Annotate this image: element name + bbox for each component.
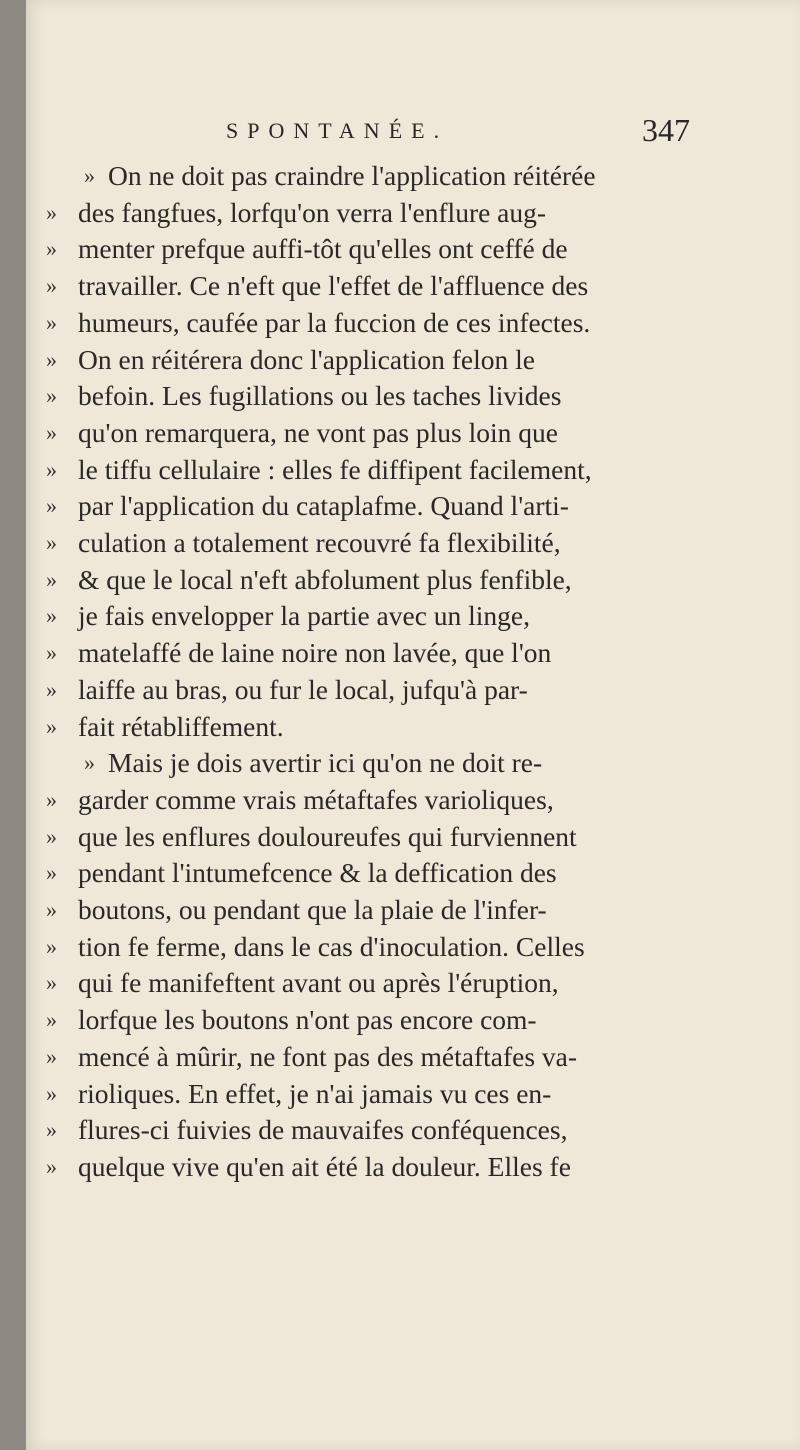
line-text: flures-ci fuivies de mauvaifes conféquences, [78,1114,568,1146]
text-line [26,342,800,378]
guillemet-marker: » [46,786,57,812]
guillemet-marker: » [46,419,57,445]
text-line [26,965,800,1001]
guillemet-marker: » [46,603,57,629]
line-text: lorfque les boutons n'ont pas encore com- [78,1004,537,1036]
text-line [26,598,800,634]
line-text: & que le local n'eft abfolument plus fenfible, [78,563,572,595]
text-line [26,1112,800,1148]
text-line [26,231,800,267]
text-line [26,672,800,708]
guillemet-marker: » [84,163,95,188]
guillemet-marker: » [46,713,57,739]
guillemet-marker: » [46,199,57,225]
line-text: je fais envelopper la partie avec un linge, [78,600,531,632]
text-line [26,1002,800,1038]
running-title: SPONTANÉE. [226,118,449,143]
guillemet-marker: » [46,1007,57,1033]
guillemet-marker: » [46,823,57,849]
book-page [26,0,800,1450]
line-text: mencé à mûrir, ne font pas des métaftafes va- [78,1040,578,1072]
text-line [26,452,800,488]
guillemet-marker: » [46,236,57,262]
line-text: boutons, ou pendant que la plaie de l'infer- [78,894,547,925]
line-text: laiffe au bras, ou fur le local, jufqu'à par- [78,673,528,705]
line-text: quelque vive qu'en ait été la douleur. Elles fe [78,1150,571,1182]
text-line [26,378,800,414]
line-text: que les enflures douloureufes qui furviennent [78,820,577,852]
text-line [26,415,800,451]
guillemet-marker: » [46,860,57,886]
text-line [26,195,800,231]
guillemet-marker: » [46,383,57,409]
text-line [26,525,800,561]
text-line [26,1149,800,1185]
page-header [26,112,800,158]
guillemet-marker: » [46,640,57,666]
text-line [26,782,800,818]
text-line [26,1039,800,1075]
line-text: rioliques. En effet, je n'ai jamais vu ces en- [78,1077,552,1109]
text-line [26,1076,800,1112]
line-text: Mais je dois avertir ici qu'on ne doit re- [108,747,543,779]
page-number: 347 [642,112,690,148]
text-line [26,268,800,304]
guillemet-marker: » [46,1153,57,1179]
line-text: humeurs, caufée par la fuccion de ces infectes. [78,306,591,338]
guillemet-marker: » [46,566,57,592]
guillemet-marker: » [46,933,57,959]
line-text: culation a totalement recouvré fa flexibilité, [78,527,561,558]
guillemet-marker: » [46,676,57,702]
text-line [26,158,800,194]
guillemet-marker: » [46,1080,57,1106]
line-text: garder comme vrais métaftafes varioliques, [78,783,554,815]
guillemet-marker: » [46,493,57,519]
text-line [26,745,800,781]
line-text: tion fe ferme, dans le cas d'inoculation. Celles [78,930,585,962]
guillemet-marker: » [46,309,57,335]
guillemet-marker: » [46,530,57,555]
text-line [26,929,800,965]
guillemet-marker: » [46,456,57,482]
line-text: par l'application du cataplafme. Quand l'arti- [78,490,569,522]
guillemet-marker: » [46,897,57,922]
line-text: pendant l'intumefcence & la deffication des [78,857,557,889]
text-line [26,819,800,855]
guillemet-marker: » [46,346,57,372]
guillemet-marker: » [46,1043,57,1069]
line-text: fait rétabliffement. [78,710,284,742]
line-text: menter prefque auffi-tôt qu'elles ont ceffé de [78,233,568,265]
line-text: le tiffu cellulaire : elles fe diffipent facilement, [78,453,592,485]
line-text: qui fe manifeftent avant ou après l'éruption, [78,967,559,999]
guillemet-marker: » [46,970,57,996]
line-text: travailler. Ce n'eft que l'effet de l'affluence des [78,270,589,302]
text-line [26,709,800,745]
line-text: qu'on remarquera, ne vont pas plus loin que [78,416,558,448]
text-line [26,562,800,598]
text-line [26,892,800,928]
text-line [26,488,800,524]
guillemet-marker: » [46,1117,57,1143]
text-line [26,635,800,671]
line-text: On en réitérera donc l'application felon le [78,343,535,375]
text-line [26,855,800,891]
line-text: On ne doit pas craindre l'application réitérée [108,160,596,191]
guillemet-marker: » [46,273,57,299]
text-line [26,305,800,341]
line-text: befoin. Les fugillations ou les taches livides [78,380,562,412]
line-text: matelaffé de laine noire non lavée, que l'on [78,637,552,669]
line-text: des fangfues, lorfqu'on verra l'enflure aug- [78,196,547,228]
guillemet-marker: » [84,750,95,776]
